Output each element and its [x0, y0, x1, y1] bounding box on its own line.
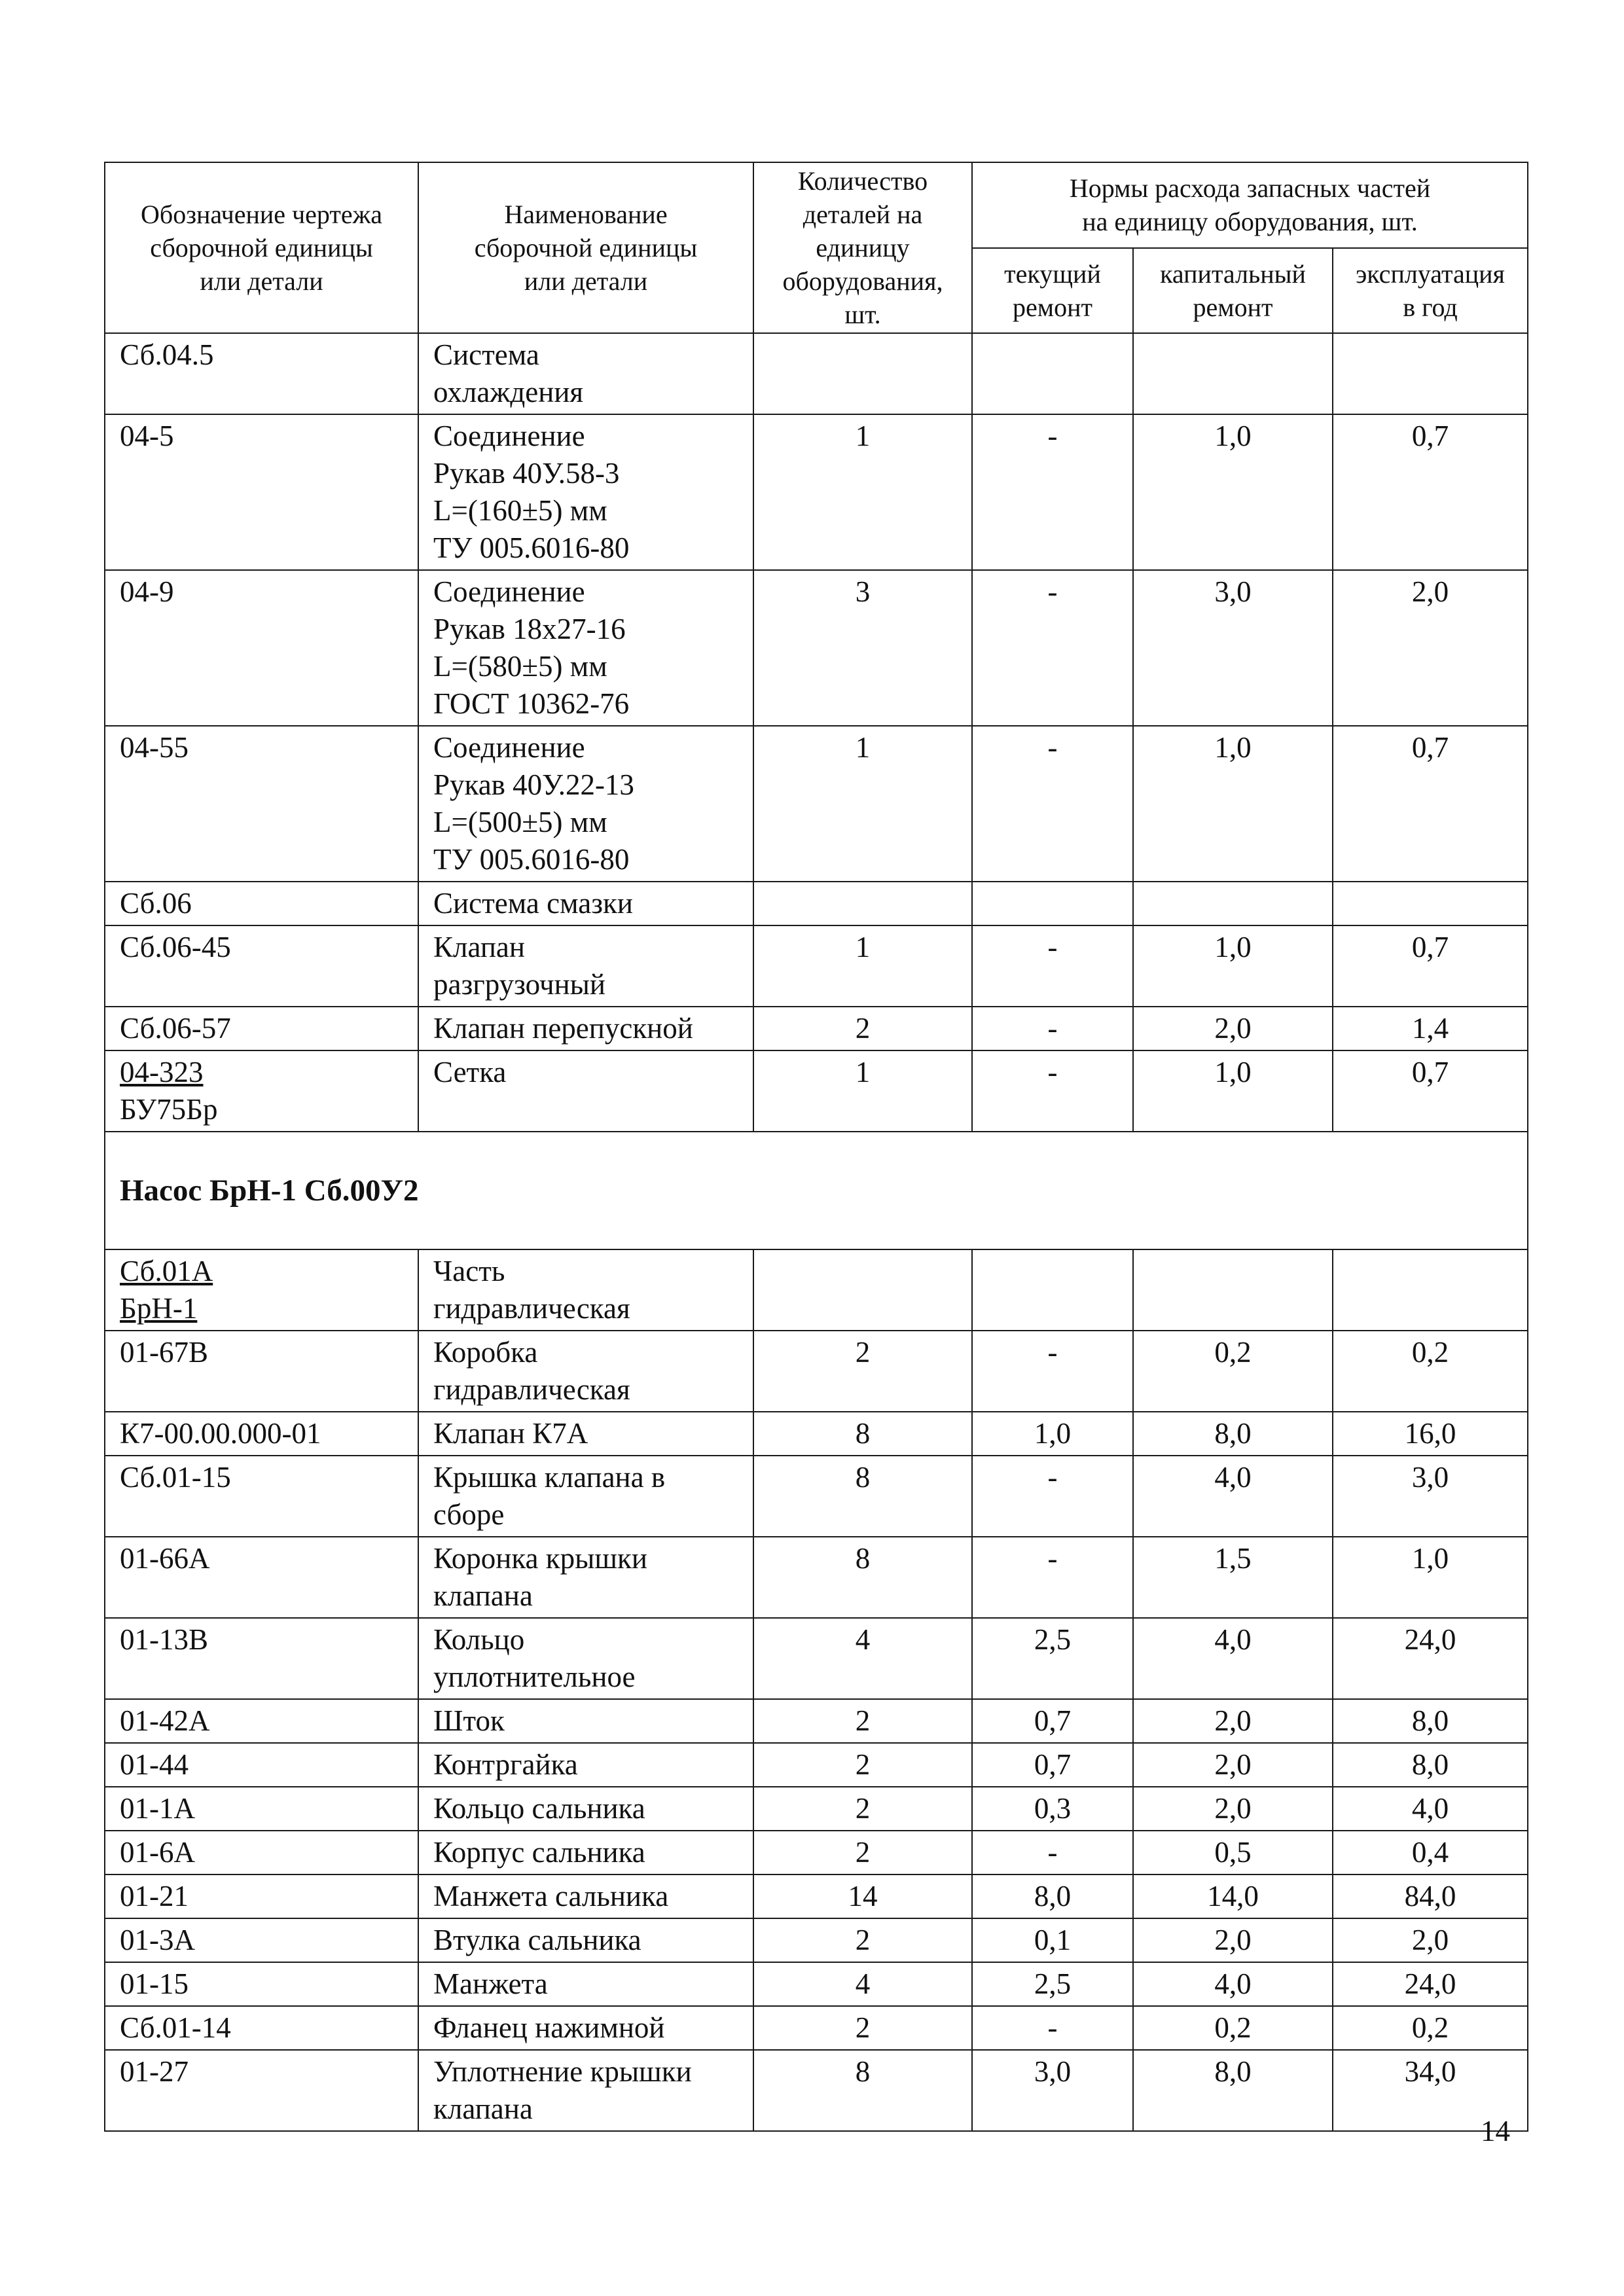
- group-name: Система охлаждения: [418, 333, 753, 414]
- row-quantity: 2: [753, 1743, 972, 1787]
- row-quantity: 2: [753, 1918, 972, 1962]
- row-capital-repair: 1,0: [1133, 1050, 1333, 1132]
- row-name: Сетка: [418, 1050, 753, 1132]
- header-annual-operation: эксплуатация в год: [1333, 248, 1528, 334]
- table-row: [105, 414, 1528, 570]
- row-annual-operation: 8,0: [1333, 1743, 1528, 1787]
- row-current-repair: 8,0: [972, 1874, 1133, 1918]
- row-name: Соединение Рукав 40У.22-13 L=(500±5) мм ТУ 005.6016-80: [418, 726, 753, 882]
- row-quantity: 1: [753, 414, 972, 570]
- row-code: 01-21: [105, 1874, 418, 1918]
- row-capital-repair: 1,5: [1133, 1537, 1333, 1618]
- row-name: Клапан К7А: [418, 1412, 753, 1456]
- table-row: [105, 726, 1528, 882]
- row-code: 01-1А: [105, 1787, 418, 1831]
- row-annual-operation: 0,7: [1333, 1050, 1528, 1132]
- table-row: [105, 1918, 1528, 1962]
- row-code: 01-3А: [105, 1918, 418, 1962]
- row-capital-repair: 8,0: [1133, 1412, 1333, 1456]
- row-code: К7-00.00.000-01: [105, 1412, 418, 1456]
- row-quantity: 3: [753, 570, 972, 726]
- row-current-repair: 0,1: [972, 1918, 1133, 1962]
- row-capital-repair: 8,0: [1133, 2050, 1333, 2131]
- row-code: Сб.06-45: [105, 925, 418, 1007]
- row-capital-repair: 0,2: [1133, 2006, 1333, 2050]
- table-row: [105, 925, 1528, 1007]
- row-quantity: 8: [753, 1456, 972, 1537]
- row-annual-operation: 84,0: [1333, 1874, 1528, 1918]
- row-quantity: 4: [753, 1962, 972, 2006]
- row-current-repair: -: [972, 1537, 1133, 1618]
- row-quantity: 1: [753, 925, 972, 1007]
- table-row: [105, 1874, 1528, 1918]
- row-code: 01-42А: [105, 1699, 418, 1743]
- group-row-hydraulic-part: [105, 1249, 1528, 1331]
- row-annual-operation: 2,0: [1333, 1918, 1528, 1962]
- header-unit-name: Наименование сборочной единицы или детали: [418, 162, 753, 333]
- row-annual-operation: 16,0: [1333, 1412, 1528, 1456]
- row-name: Кольцо уплотнительное: [418, 1618, 753, 1699]
- row-name: Уплотнение крышки клапана: [418, 2050, 753, 2131]
- spare-parts-table: [104, 162, 1528, 2132]
- table-row: [105, 570, 1528, 726]
- row-name: Манжета: [418, 1962, 753, 2006]
- group-row-cooling-system: [105, 333, 1528, 414]
- row-code: 01-6А: [105, 1831, 418, 1874]
- row-annual-operation: 0,7: [1333, 726, 1528, 882]
- row-current-repair: 0,7: [972, 1743, 1133, 1787]
- row-current-repair: -: [972, 1007, 1133, 1050]
- header-current-repair: текущий ремонт: [972, 248, 1133, 334]
- row-code: 04-9: [105, 570, 418, 726]
- row-quantity: 2: [753, 1831, 972, 1874]
- table-row: [105, 1537, 1528, 1618]
- row-annual-operation: 1,4: [1333, 1007, 1528, 1050]
- row-quantity: 2: [753, 1787, 972, 1831]
- row-current-repair: -: [972, 1831, 1133, 1874]
- section-title-row: [105, 1132, 1528, 1249]
- table-header-row-1: [105, 162, 1528, 248]
- row-annual-operation: 0,7: [1333, 414, 1528, 570]
- row-name: Корпус сальника: [418, 1831, 753, 1874]
- row-capital-repair: 3,0: [1133, 570, 1333, 726]
- row-code: Сб.06-57: [105, 1007, 418, 1050]
- row-capital-repair: 2,0: [1133, 1699, 1333, 1743]
- row-name: Соединение Рукав 18х27-16 L=(580±5) мм ГОСТ 10362-76: [418, 570, 753, 726]
- row-annual-operation: 8,0: [1333, 1699, 1528, 1743]
- table-row: [105, 1050, 1528, 1132]
- header-quantity: Количество деталей на единицу оборудования, шт.: [753, 162, 972, 333]
- row-annual-operation: 4,0: [1333, 1787, 1528, 1831]
- row-quantity: 4: [753, 1618, 972, 1699]
- row-annual-operation: 34,0: [1333, 2050, 1528, 2131]
- row-name: Контргайка: [418, 1743, 753, 1787]
- row-quantity: 8: [753, 1537, 972, 1618]
- row-current-repair: -: [972, 726, 1133, 882]
- row-quantity: 2: [753, 1007, 972, 1050]
- row-name: Кольцо сальника: [418, 1787, 753, 1831]
- table-row: [105, 1699, 1528, 1743]
- table-row: [105, 1743, 1528, 1787]
- row-capital-repair: 2,0: [1133, 1743, 1333, 1787]
- row-code: 04-55: [105, 726, 418, 882]
- row-quantity: 2: [753, 2006, 972, 2050]
- row-name: Клапан перепускной: [418, 1007, 753, 1050]
- table-row: [105, 1331, 1528, 1412]
- row-capital-repair: 14,0: [1133, 1874, 1333, 1918]
- row-capital-repair: 2,0: [1133, 1787, 1333, 1831]
- row-current-repair: -: [972, 2006, 1133, 2050]
- row-code: [105, 1050, 418, 1132]
- row-capital-repair: 0,2: [1133, 1331, 1333, 1412]
- row-capital-repair: 1,0: [1133, 726, 1333, 882]
- row-code: 01-67В: [105, 1331, 418, 1412]
- table-row: [105, 1962, 1528, 2006]
- row-current-repair: 0,7: [972, 1699, 1133, 1743]
- table-row: [105, 1618, 1528, 1699]
- row-capital-repair: 4,0: [1133, 1962, 1333, 2006]
- table-row: [105, 2006, 1528, 2050]
- row-quantity: 2: [753, 1699, 972, 1743]
- table-row: [105, 2050, 1528, 2131]
- group-code: Сб.04.5: [105, 333, 418, 414]
- row-name: Манжета сальника: [418, 1874, 753, 1918]
- row-current-repair: 2,5: [972, 1618, 1133, 1699]
- header-drawing-designation: Обозначение чертежа сборочной единицы или детали: [105, 162, 418, 333]
- row-name: Втулка сальника: [418, 1918, 753, 1962]
- row-annual-operation: 0,7: [1333, 925, 1528, 1007]
- table-row: [105, 1412, 1528, 1456]
- table-row: [105, 1456, 1528, 1537]
- row-capital-repair: 4,0: [1133, 1456, 1333, 1537]
- row-current-repair: -: [972, 1331, 1133, 1412]
- row-name: Фланец нажимной: [418, 2006, 753, 2050]
- row-quantity: 14: [753, 1874, 972, 1918]
- header-consumption-norms: Нормы расхода запасных частей на единицу оборудования, шт.: [972, 162, 1528, 248]
- group-name: Часть гидравлическая: [418, 1249, 753, 1331]
- row-code: 01-66А: [105, 1537, 418, 1618]
- row-code-line: 04-323: [120, 1056, 204, 1088]
- group-code: Сб.06: [105, 882, 418, 925]
- row-capital-repair: 2,0: [1133, 1918, 1333, 1962]
- row-code: 01-13В: [105, 1618, 418, 1699]
- row-quantity: 1: [753, 1050, 972, 1132]
- row-current-repair: -: [972, 1050, 1133, 1132]
- row-name: Крышка клапана в сборе: [418, 1456, 753, 1537]
- row-quantity: 8: [753, 1412, 972, 1456]
- row-annual-operation: 2,0: [1333, 570, 1528, 726]
- row-annual-operation: 24,0: [1333, 1962, 1528, 2006]
- group-code: Сб.01А БрН-1: [105, 1249, 418, 1331]
- row-quantity: 8: [753, 2050, 972, 2131]
- row-capital-repair: 4,0: [1133, 1618, 1333, 1699]
- row-name: Клапан разгрузочный: [418, 925, 753, 1007]
- row-capital-repair: 0,5: [1133, 1831, 1333, 1874]
- row-annual-operation: 0,2: [1333, 2006, 1528, 2050]
- row-name: Коронка крышки клапана: [418, 1537, 753, 1618]
- row-annual-operation: 24,0: [1333, 1618, 1528, 1699]
- row-quantity: 1: [753, 726, 972, 882]
- row-current-repair: 1,0: [972, 1412, 1133, 1456]
- group-name: Система смазки: [418, 882, 753, 925]
- row-code: 01-27: [105, 2050, 418, 2131]
- section-title: Насос БрН-1 Сб.00У2: [105, 1132, 1528, 1249]
- row-current-repair: -: [972, 414, 1133, 570]
- row-capital-repair: 1,0: [1133, 925, 1333, 1007]
- row-current-repair: 3,0: [972, 2050, 1133, 2131]
- table-row: [105, 1831, 1528, 1874]
- row-current-repair: 2,5: [972, 1962, 1133, 2006]
- table-row: [105, 1007, 1528, 1050]
- row-code: Сб.01-15: [105, 1456, 418, 1537]
- row-annual-operation: 3,0: [1333, 1456, 1528, 1537]
- row-current-repair: -: [972, 570, 1133, 726]
- row-name: Коробка гидравлическая: [418, 1331, 753, 1412]
- row-code: 01-44: [105, 1743, 418, 1787]
- row-annual-operation: 1,0: [1333, 1537, 1528, 1618]
- table-row: [105, 1787, 1528, 1831]
- row-current-repair: -: [972, 925, 1133, 1007]
- page-number: 14: [1481, 2115, 1510, 2147]
- row-current-repair: -: [972, 1456, 1133, 1537]
- group-row-lubrication-system: [105, 882, 1528, 925]
- row-capital-repair: 2,0: [1133, 1007, 1333, 1050]
- row-quantity: 2: [753, 1331, 972, 1412]
- row-code: Сб.01-14: [105, 2006, 418, 2050]
- row-code: 04-5: [105, 414, 418, 570]
- row-name: Соединение Рукав 40У.58-3 L=(160±5) мм ТУ 005.6016-80: [418, 414, 753, 570]
- row-code-line: БУ75Бр: [120, 1093, 218, 1126]
- header-capital-repair: капитальный ремонт: [1133, 248, 1333, 334]
- row-current-repair: 0,3: [972, 1787, 1133, 1831]
- row-capital-repair: 1,0: [1133, 414, 1333, 570]
- row-annual-operation: 0,2: [1333, 1331, 1528, 1412]
- row-name: Шток: [418, 1699, 753, 1743]
- row-code: 01-15: [105, 1962, 418, 2006]
- row-annual-operation: 0,4: [1333, 1831, 1528, 1874]
